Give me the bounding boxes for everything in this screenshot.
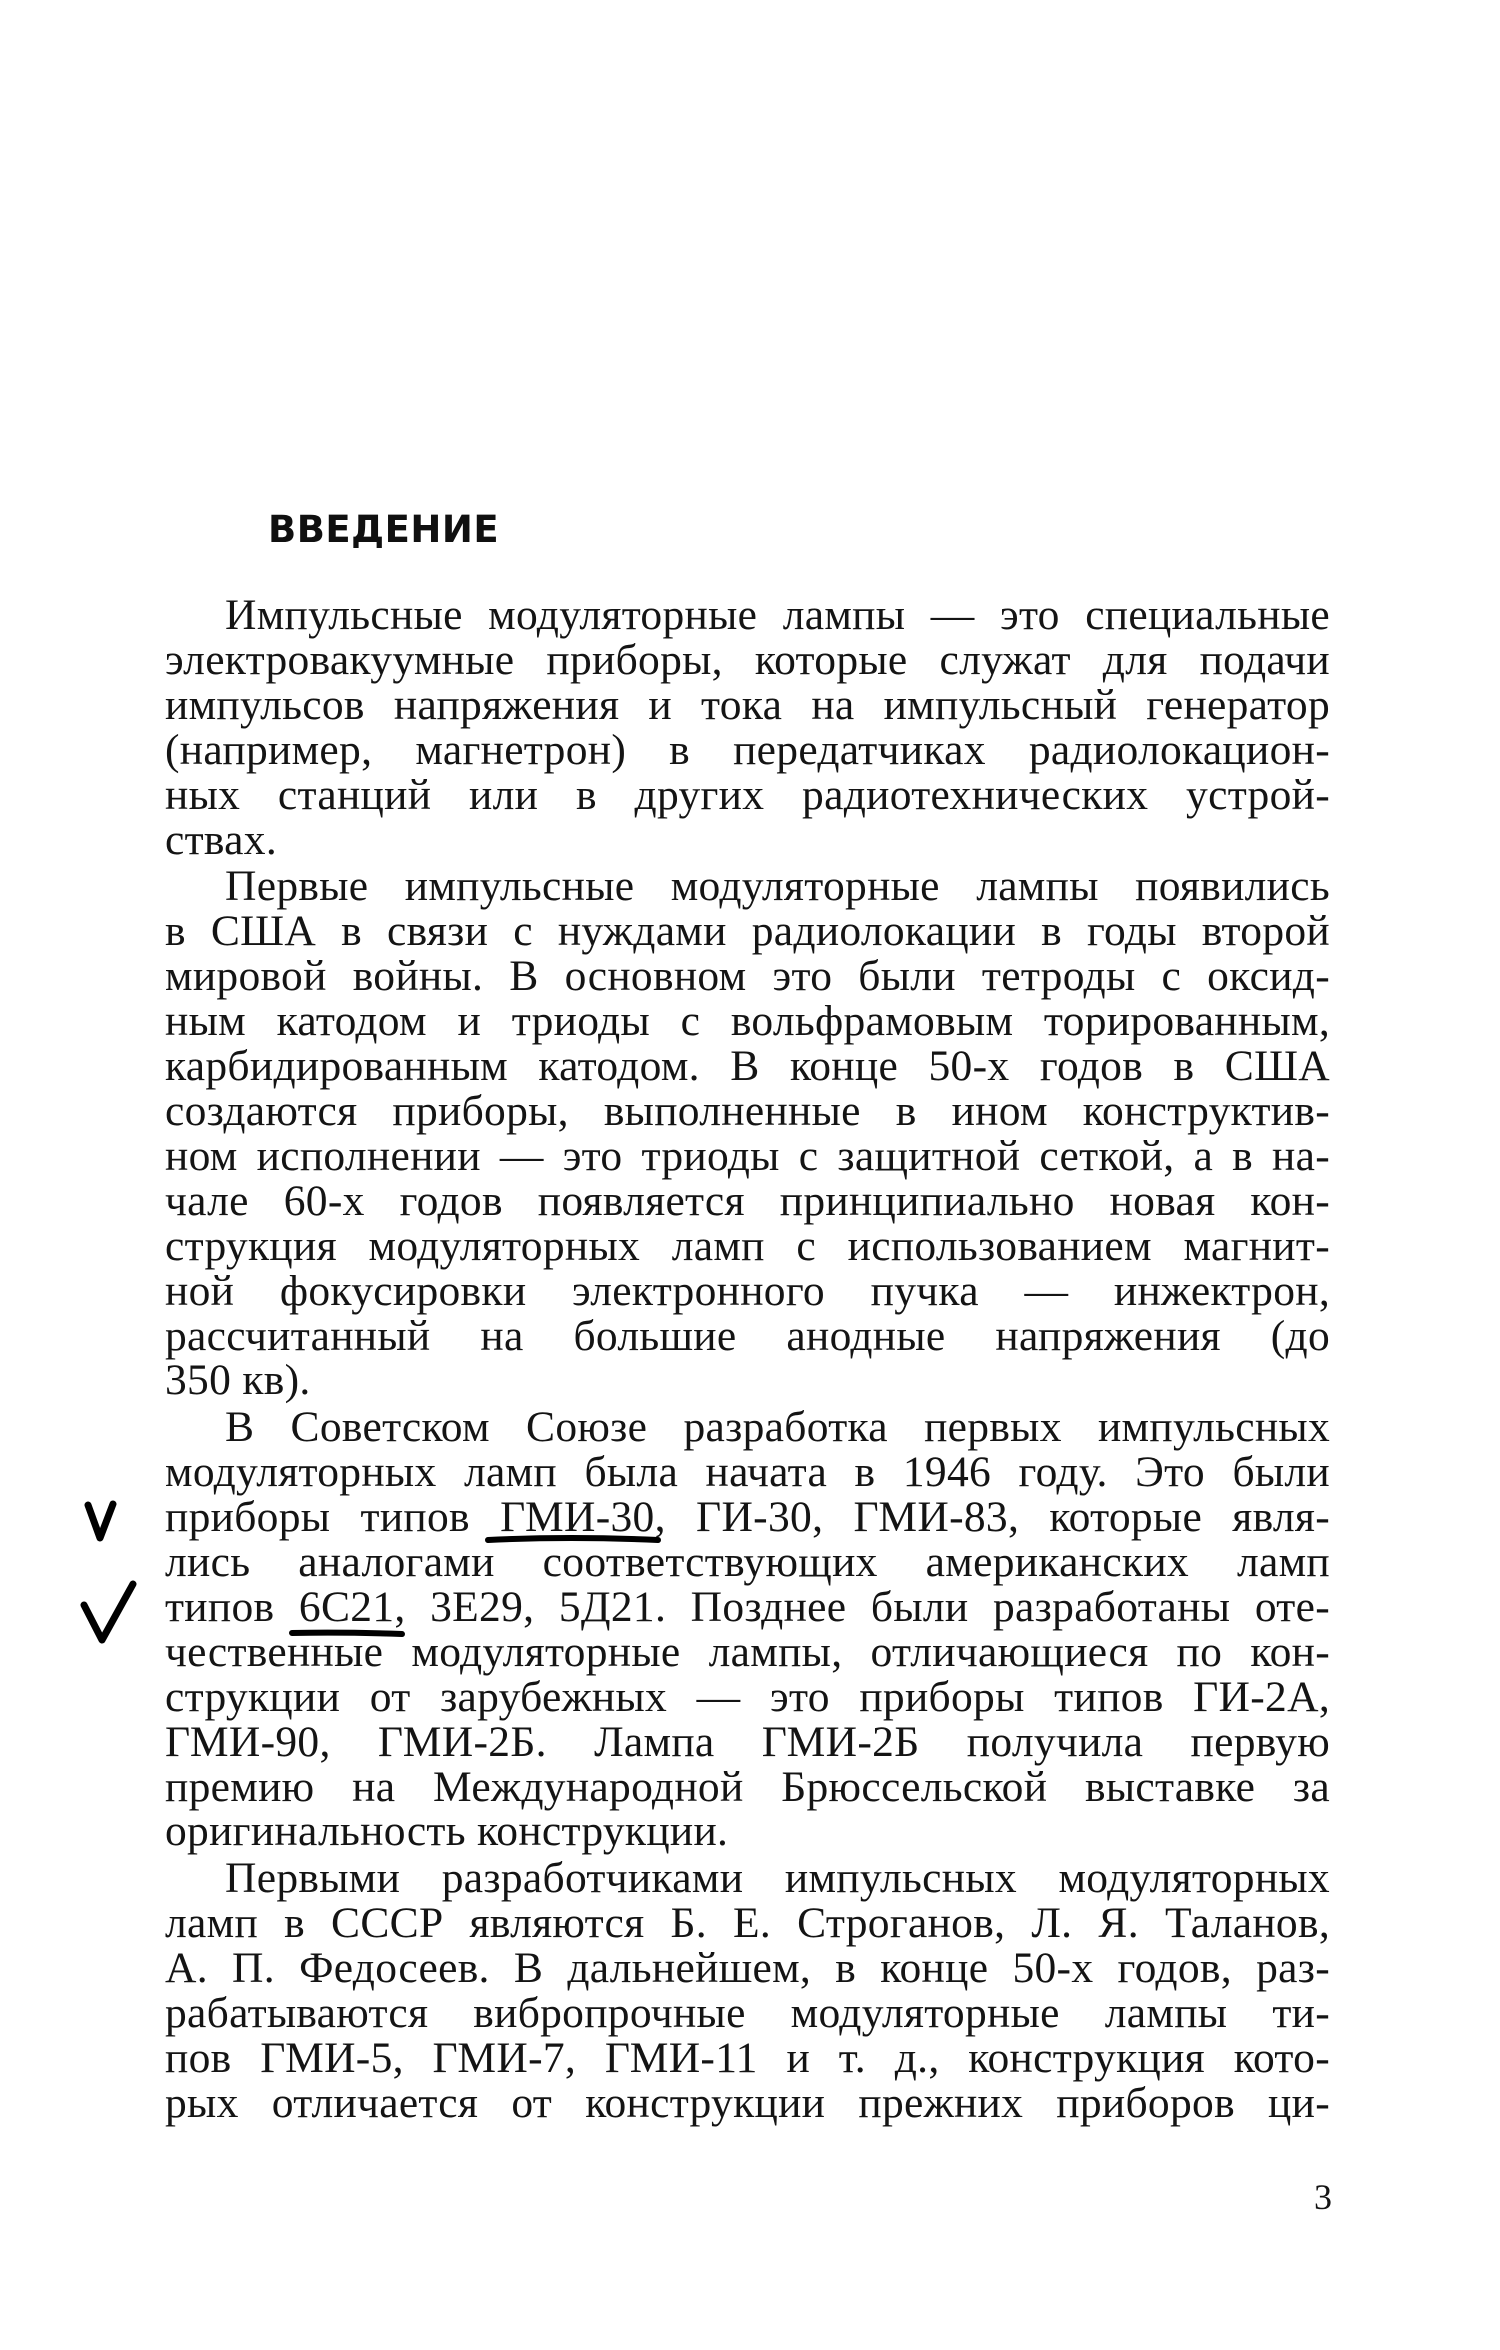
- body-text: [165, 593, 1330, 2128]
- text-line: премию на Международной Брюссельской выставке за: [165, 1762, 1330, 1811]
- text-line: создаются приборы, выполненные в ином конструктив-: [165, 1086, 1330, 1135]
- section-heading: ВВЕДЕНИЕ: [268, 508, 500, 551]
- checkmark-icon: [88, 1504, 113, 1538]
- text-line: ГМИ-90, ГМИ-2Б. Лампа ГМИ-2Б получила первую: [165, 1717, 1330, 1766]
- text-line: (например, магнетрон) в передатчиках радиолокацион-: [165, 725, 1330, 774]
- text-line: А. П. Федосеев. В дальнейшем, в конце 50-х годов, раз-: [165, 1944, 1330, 1993]
- text-line: 350 кв).: [165, 1356, 311, 1405]
- checkmark-icon: [84, 1584, 133, 1640]
- text-line: карбидированным катодом. В конце 50-х годов в США: [165, 1042, 1330, 1091]
- text-line: электровакуумные приборы, которые служат для подачи: [165, 635, 1330, 684]
- text-line: ствах.: [165, 815, 278, 864]
- text-line: чале 60-х годов появляется принципиально новая кон-: [165, 1176, 1330, 1225]
- paragraph-2: [165, 864, 1330, 1403]
- text-line: импульсов напряжения и тока на импульсный генератор: [165, 680, 1330, 729]
- text-line: рых отличается от конструкции прежних приборов ци-: [165, 2078, 1330, 2127]
- text-line: Первые импульсные модуляторные лампы появились: [225, 862, 1330, 911]
- paragraph-4: [165, 1856, 1330, 2125]
- text-line: чественные модуляторные лампы, отличающиеся по кон-: [165, 1627, 1330, 1676]
- text-line: Первыми разработчиками импульсных модуляторных: [225, 1854, 1330, 1903]
- text-line: оригинальность конструкции.: [165, 1807, 729, 1856]
- text-line: типов 6С21, 3Е29, 5Д21. Позднее были разработаны оте-: [165, 1582, 1330, 1631]
- page-number: 3: [1314, 2177, 1332, 2217]
- text-line: в США в связи с нуждами радиолокации в годы второй: [165, 907, 1330, 956]
- text-line: ной фокусировки электронного пучка — инжектрон,: [165, 1266, 1330, 1315]
- text-line: В Советском Союзе разработка первых импульсных: [225, 1403, 1330, 1452]
- text-line: пов ГМИ-5, ГМИ-7, ГМИ-11 и т. д., конструкция кото-: [165, 2034, 1330, 2082]
- text-line: струкция модуляторных ламп с использованием магнит-: [165, 1221, 1330, 1270]
- text-line: ным катодом и триоды с вольфрамовым торированным,: [165, 997, 1330, 1046]
- paragraph-1: [165, 593, 1330, 862]
- text-line: мировой войны. В основном это были тетроды с оксид-: [165, 952, 1330, 1001]
- text-line: модуляторных ламп была начата в 1946 году. Это были: [165, 1448, 1330, 1497]
- text-line: ных станций или в других радиотехнических устрой-: [165, 770, 1330, 819]
- text-line: Импульсные модуляторные лампы — это специальные: [225, 591, 1330, 639]
- text-line: приборы типов ГМИ-30, ГИ-30, ГМИ-83, которые явля-: [165, 1493, 1330, 1542]
- text-line: ламп в СССР являются Б. Е. Строганов, Л. Я. Таланов,: [165, 1899, 1330, 1948]
- text-line: ном исполнении — это триоды с защитной сеткой, а в на-: [165, 1131, 1330, 1180]
- text-line: рассчитанный на большие анодные напряжения (до: [165, 1311, 1330, 1360]
- text-line: рабатываются вибропрочные модуляторные лампы ти-: [165, 1989, 1330, 2038]
- text-line: струкции от зарубежных — это приборы типов ГИ-2А,: [165, 1672, 1330, 1721]
- paragraph-3: [165, 1405, 1330, 1854]
- text-line: лись аналогами соответствующих американских ламп: [165, 1538, 1330, 1587]
